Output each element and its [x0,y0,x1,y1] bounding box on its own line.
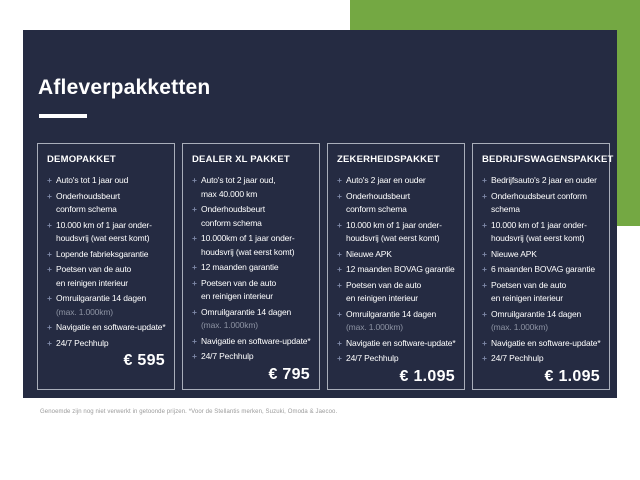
feature-text [56,248,165,262]
package-feature-item [337,352,455,366]
feature-text [201,350,310,364]
feature-line: conform schema [346,204,407,214]
title-underline [39,114,87,118]
package-feature-item [337,190,455,217]
feature-text [491,279,600,306]
plus-bullet-icon: + [192,306,197,317]
feature-line: Onderhoudsbeurt conform [491,190,587,201]
plus-bullet-icon: + [47,175,52,185]
package-feature-list [47,174,165,352]
plus-bullet-icon: + [337,308,342,319]
feature-line: Navigatie en software-update* [491,337,601,348]
package-feature-item [482,174,600,188]
package-feature-item [192,277,310,304]
package-card-title: DEMOPAKKET [47,154,116,165]
feature-note: (max. 1.000km) [491,322,548,332]
package-feature-item [482,248,600,262]
package-feature-item [337,279,455,306]
feature-line: Omruilgarantie 14 dagen [346,308,437,319]
feature-line: Poetsen van de auto [56,264,132,274]
package-feature-item [337,337,455,351]
package-cards-row [37,143,614,390]
feature-line: Lopende fabrieksgarantie [56,248,149,259]
feature-line: Auto's 2 jaar en ouder [346,175,426,185]
plus-bullet-icon: + [47,219,52,230]
feature-text [201,261,310,275]
feature-line: Bedrijfsauto's 2 jaar en ouder [491,175,597,185]
package-feature-item [192,335,310,349]
package-card-title: DEALER XL PAKKET [192,154,290,165]
plus-bullet-icon: + [192,175,197,185]
package-feature-item [47,337,165,351]
plus-bullet-icon: + [337,219,342,230]
feature-line: en reinigen interieur [201,291,273,301]
package-feature-item [47,263,165,290]
page-title: Afleverpakketten [38,76,211,99]
feature-text [56,263,165,290]
package-feature-item [192,203,310,230]
package-feature-item [482,190,600,217]
feature-text [491,248,600,262]
feature-line: Auto's tot 1 jaar oud [56,175,129,185]
feature-line: Auto's tot 2 jaar oud, [201,175,276,185]
plus-bullet-icon: + [482,190,487,201]
feature-line: houdsvrij (wat eerst komt) [201,246,295,257]
feature-text [346,263,455,277]
feature-note: (max. 1.000km) [201,320,258,330]
plus-bullet-icon: + [337,248,342,259]
plus-bullet-icon: + [47,190,52,201]
package-feature-item [482,263,600,277]
feature-line: Navigatie en software-update* [346,337,456,348]
feature-text [56,337,165,351]
feature-line: 24/7 Pechhulp [56,337,109,348]
plus-bullet-icon: + [482,219,487,230]
plus-bullet-icon: + [192,351,197,361]
plus-bullet-icon: + [482,248,487,259]
feature-line: Poetsen van de auto [201,277,277,288]
package-card [37,143,175,390]
feature-line: Poetsen van de auto [346,279,422,290]
feature-text [201,306,310,333]
feature-line: Onderhoudsbeurt [56,190,120,201]
feature-line: 6 maanden BOVAG garantie [491,264,595,274]
package-card-title: ZEKERHEIDSPAKKET [337,154,440,165]
feature-text [491,174,600,188]
package-feature-item [337,263,455,277]
feature-line: conform schema [201,217,262,228]
plus-bullet-icon: + [47,293,52,303]
plus-bullet-icon: + [337,337,342,348]
plus-bullet-icon: + [47,337,52,348]
feature-line: Nieuwe APK [491,248,537,259]
feature-line: Omruilgarantie 14 dagen [491,308,582,319]
package-feature-item [337,308,455,335]
feature-text [346,352,455,366]
package-feature-item [482,337,600,351]
package-feature-item [47,292,165,319]
feature-line: houdsvrij (wat eerst komt) [346,233,440,243]
plus-bullet-icon: + [47,264,52,274]
feature-text [346,190,455,217]
plus-bullet-icon: + [482,279,487,290]
package-feature-list [337,174,455,368]
package-feature-item [192,261,310,275]
feature-text [56,190,165,217]
feature-text [491,337,600,351]
package-feature-item [192,232,310,259]
package-feature-item [337,174,455,188]
afleverpakketten-panel [23,30,617,398]
feature-line: Navigatie en software-update* [56,322,166,332]
package-feature-item [47,190,165,217]
package-feature-item [337,248,455,262]
feature-text [346,308,455,335]
package-price: € 795 [268,365,310,383]
feature-line: 24/7 Pechhulp [346,353,399,363]
plus-bullet-icon: + [192,262,197,272]
feature-text [491,263,600,277]
feature-line: Omruilgarantie 14 dagen [201,306,292,317]
feature-line: conform schema [56,204,117,214]
feature-text [201,277,310,304]
plus-bullet-icon: + [482,175,487,185]
feature-note: (max. 1.000km) [346,322,403,332]
package-price: € 1.095 [544,367,600,385]
feature-line: max 40.000 km [201,188,258,199]
package-feature-item [482,308,600,335]
plus-bullet-icon: + [192,204,197,214]
package-feature-item [47,321,165,335]
feature-text [56,292,165,319]
feature-text [56,174,165,188]
package-card [327,143,465,390]
package-card [182,143,320,390]
feature-line: houdsvrij (wat eerst komt) [56,233,150,243]
feature-line: Poetsen van de auto [491,279,567,290]
feature-line: 10.000 km of 1 jaar onder- [491,219,587,230]
feature-text [201,232,310,259]
footnote-text: Genoemde zijn nog niet verwerkt in getoonde prijzen. *Voor de Stellantis merken, Suzuki, Omoda & Jaecoo. [40,409,338,415]
package-card [472,143,614,390]
package-feature-item [47,174,165,188]
feature-line: 10.000km of 1 jaar onder- [201,233,295,243]
feature-text [491,219,600,246]
plus-bullet-icon: + [192,233,197,243]
feature-text [201,203,310,230]
feature-text [56,321,165,335]
plus-bullet-icon: + [482,353,487,363]
plus-bullet-icon: + [482,264,487,274]
package-feature-item [47,219,165,246]
feature-line: en reinigen interieur [491,293,563,303]
feature-line: 12 maanden garantie [201,262,279,272]
feature-text [491,352,600,366]
feature-text [201,335,310,349]
plus-bullet-icon: + [482,337,487,348]
package-price: € 595 [123,352,165,369]
feature-text [346,279,455,306]
feature-text [56,219,165,246]
feature-text [346,248,455,262]
feature-line: en reinigen interieur [346,293,418,303]
package-feature-item [192,306,310,333]
feature-line: Onderhoudsbeurt [346,190,410,201]
package-feature-item [482,352,600,366]
package-feature-item [47,248,165,262]
plus-bullet-icon: + [337,264,342,274]
feature-line: Navigatie en software-update* [201,335,311,346]
package-feature-list [192,174,310,366]
feature-line: houdsvrij (wat eerst komt) [491,233,585,243]
feature-text [346,174,455,188]
feature-note: (max. 1.000km) [56,306,113,317]
feature-text [491,308,600,335]
package-feature-item [192,350,310,364]
feature-text [491,190,600,217]
feature-line: 24/7 Pechhulp [491,353,544,363]
feature-line: 12 maanden BOVAG garantie [346,264,455,274]
plus-bullet-icon: + [47,322,52,332]
feature-text [346,337,455,351]
feature-line: 10.000 km of 1 jaar onder- [56,219,152,230]
package-feature-item [482,219,600,246]
plus-bullet-icon: + [337,190,342,201]
plus-bullet-icon: + [482,308,487,319]
feature-text [201,174,310,201]
plus-bullet-icon: + [337,175,342,185]
feature-line: 24/7 Pechhulp [201,351,254,361]
package-feature-item [192,174,310,201]
feature-line: en reinigen interieur [56,277,128,288]
feature-line: Omruilgarantie 14 dagen [56,293,147,303]
plus-bullet-icon: + [192,277,197,288]
package-feature-list [482,174,600,368]
plus-bullet-icon: + [47,248,52,259]
plus-bullet-icon: + [337,353,342,363]
feature-line: Onderhoudsbeurt [201,204,265,214]
plus-bullet-icon: + [337,279,342,290]
feature-text [346,219,455,246]
feature-line: 10.000 km of 1 jaar onder- [346,219,442,230]
plus-bullet-icon: + [192,335,197,346]
feature-line: Nieuwe APK [346,248,392,259]
feature-line: schema [491,204,520,214]
package-card-title: BEDRIJFSWAGENSPAKKET [482,154,614,165]
package-feature-item [337,219,455,246]
package-price: € 1.095 [399,367,455,385]
package-feature-item [482,279,600,306]
